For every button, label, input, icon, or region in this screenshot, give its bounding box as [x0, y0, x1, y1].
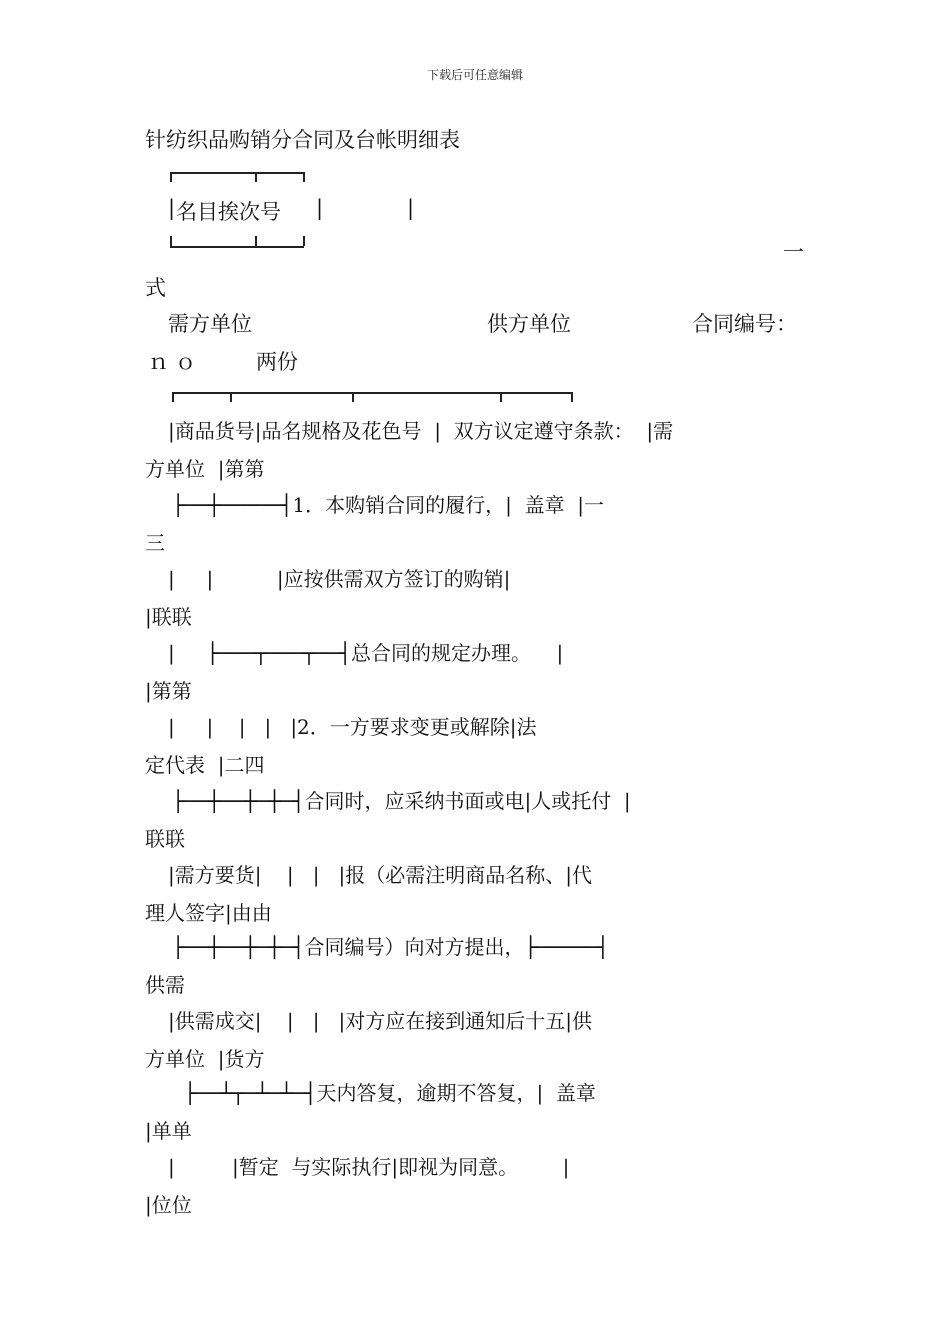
- table-row-2: | | |应按供需双方签订的购销|: [168, 567, 511, 591]
- document-title: 针纺织品购销分合同及台帐明细表: [145, 128, 460, 152]
- table-row-7: ├──┼──┼─┼─┤合同编号）向对方提出，├─────┤: [172, 935, 609, 959]
- table-row-9-cont: |单单: [145, 1119, 192, 1143]
- box-left-bar: |: [168, 196, 176, 220]
- table-row-8: |供需成交| | | |对方应在接到通知后十五|供: [168, 1009, 593, 1033]
- contract-number-label: 合同编号：: [692, 312, 797, 336]
- table-row-2-cont: |联联: [145, 605, 192, 629]
- table-row-5-cont: 联联: [145, 827, 185, 851]
- table-row-6: |需方要货| | | |报（必需注明商品名称、|代: [168, 863, 593, 887]
- table-row-9: ├──┴┬─┴─┴─┤天内答复，逾期不答复，| 盖章: [184, 1081, 596, 1105]
- table-row-7-cont: 供需: [145, 973, 185, 997]
- table-row-10: | |暂定 与实际执行|即视为同意。 |: [168, 1155, 570, 1179]
- page-header: 下载后可任意编辑: [426, 68, 523, 82]
- table-row-3: | ├───┬───┬──┤总合同的规定办理。 |: [168, 641, 564, 665]
- table-row-5: ├──┼──┼─┼─┤合同时，应采纳书面或电|人或托付 |: [172, 789, 631, 813]
- table-row-6-cont: 理人签字|由由: [145, 901, 272, 925]
- sequence-number-label: 名目挨次号: [176, 200, 281, 224]
- buyer-unit-label: 需方单位: [168, 312, 252, 336]
- table-row-10-cont: |位位: [145, 1193, 192, 1217]
- two-copies-label: 两份: [256, 350, 298, 374]
- copies-shi: 式: [145, 276, 166, 300]
- copies-yi: 一: [783, 240, 804, 264]
- table-row-4: | | | | |2．一方要求变更或解除|法: [168, 715, 537, 739]
- no-label: ｎｏ: [148, 350, 202, 374]
- table-row-1: ├──┼─────┤1．本购销合同的履行，| 盖章 |一: [172, 493, 605, 517]
- box-right-bar: |: [407, 196, 415, 220]
- table-row-3-cont: |第第: [145, 679, 192, 703]
- table-row-4-cont: 定代表 |二四: [145, 753, 265, 777]
- box-mid-bar: |: [316, 196, 324, 220]
- table-row-1-cont: 三: [145, 531, 165, 555]
- supplier-unit-label: 供方单位: [487, 312, 571, 336]
- table-row-header: |商品货号|品名规格及花色号 | 双方议定遵守条款： |需: [168, 419, 674, 443]
- table-row-header-cont: 方单位 |第第: [145, 457, 265, 481]
- table-row-8-cont: 方单位 |货方: [145, 1047, 265, 1071]
